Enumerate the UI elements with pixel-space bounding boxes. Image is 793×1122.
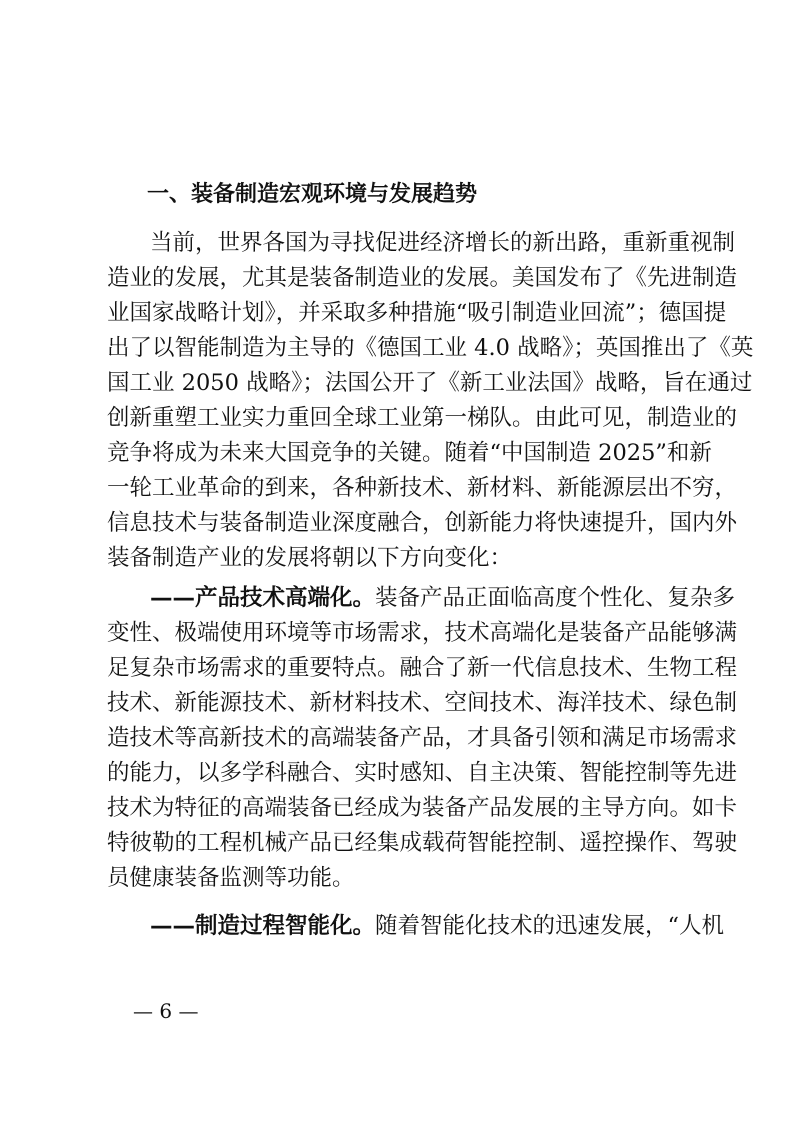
paragraph-line: 当前，世界各国为寻找促进经济增长的新出路，重新重视制 <box>150 230 736 256</box>
paragraph-line: 创新重塑工业实力重回全球工业第一梯队。由此可见，制造业的 <box>107 405 738 431</box>
paragraph-line: 信息技术与装备制造业深度融合，创新能力将快速提升，国内外 <box>107 510 738 536</box>
paragraph-lead: ——制造过程智能化。 <box>150 913 376 939</box>
paragraph-lead: ——产品技术高端化。 <box>150 585 376 611</box>
paragraph-line: 国工业 2050 战略》；法国公开了《新工业法国》战略，旨在通过 <box>107 370 753 396</box>
page-number: — 6 — <box>133 999 199 1023</box>
paragraph-line: 技术、新能源技术、新材料技术、空间技术、海洋技术、绿色制 <box>107 690 738 716</box>
paragraph-line: 足复杂市场需求的重要特点。融合了新一代信息技术、生物工程 <box>107 655 738 681</box>
paragraph-first-rest: 装备产品正面临高度个性化、复杂多 <box>375 585 736 611</box>
paragraph-line: 出了以智能制造为主导的《德国工业 4.0 战略》；英国推出了《英 <box>107 335 754 361</box>
paragraph-line: 员健康装备监测等功能。 <box>107 865 355 891</box>
paragraph-first-line <box>150 583 736 613</box>
paragraph-first-rest: 随着智能化技术的迅速发展，“人机 <box>375 913 725 939</box>
paragraph-line: 技术为特征的高端装备已经成为装备产品发展的主导方向。如卡 <box>107 795 738 821</box>
paragraph-line: 造业的发展，尤其是装备制造业的发展。美国发布了《先进制造 <box>107 265 738 291</box>
paragraph-line: 的能力，以多学科融合、实时感知、自主决策、智能控制等先进 <box>107 760 738 786</box>
paragraph-first-line <box>150 911 725 941</box>
paragraph-line: 业国家战略计划》，并采取多种措施“吸引制造业回流”；德国提 <box>107 300 727 326</box>
paragraph-line: 变性、极端使用环境等市场需求，技术高端化是装备产品能够满 <box>107 620 738 646</box>
paragraph-line: 一轮工业革命的到来，各种新技术、新材料、新能源层出不穷， <box>107 475 738 501</box>
paragraph-line: 特彼勒的工程机械产品已经集成载荷智能控制、遥控操作、驾驶 <box>107 830 738 856</box>
section-heading: 一、装备制造宏观环境与发展趋势 <box>147 182 478 207</box>
paragraph-line: 竞争将成为未来大国竞争的关键。随着“中国制造 2025”和新 <box>107 440 712 466</box>
paragraph-line: 造技术等高新技术的高端装备产品，才具备引领和满足市场需求 <box>107 725 738 751</box>
paragraph-line: 装备制造产业的发展将朝以下方向变化： <box>107 545 513 571</box>
